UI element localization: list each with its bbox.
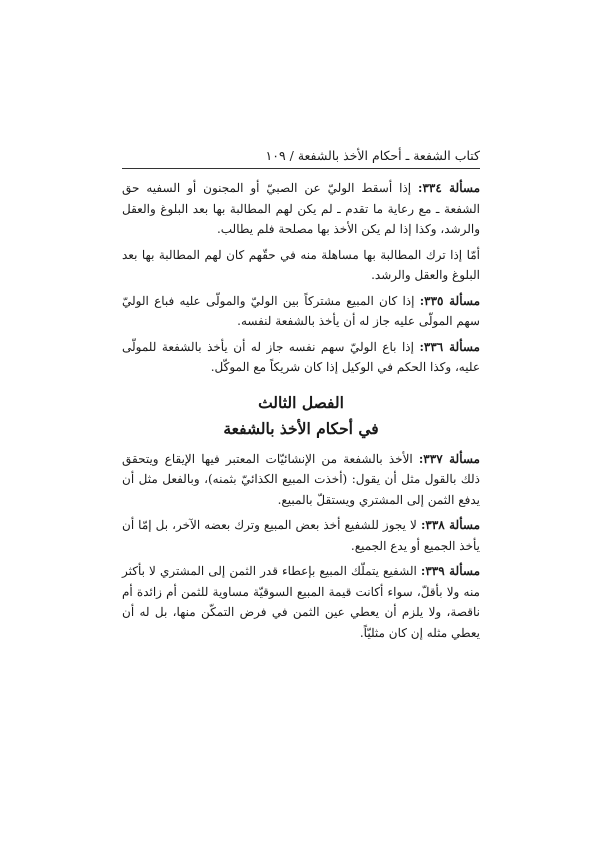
issue-337 [122,449,480,511]
issue-number: مسألة ٣٣٤: [418,181,480,195]
issue-text: الشفيع يتملّك المبيع بإعطاء قدر الثمن إلى المشتري لا بأكثر منه ولا بأقلّ، سواء أكانت قيمة المبيع السوقيّة مساوية للثمن أم زائدة أم ناقصة، ولا يلزم أن يعطي عين الثمن في فرض التمكّن منها، بل له أن يعطي مثله إن كان مثليّاً. [122,564,480,640]
running-header: كتاب الشفعة ـ أحكام الأخذ بالشفعة / ١٠٩ [122,146,480,169]
chapter-heading: الفصل الثالث [258,392,344,412]
issue-text: لا يجوز للشفيع أخذ بعض المبيع وترك بعضه الآخر، بل إمّا أن يأخذ الجميع أو يدع الجميع. [122,518,480,553]
issue-number: مسألة ٣٣٨: [420,518,480,532]
issue-number: مسألة ٣٣٥: [419,293,480,308]
issue-number: مسألة ٣٣٩: [420,564,481,578]
issue-336 [122,337,480,378]
issue-338 [122,515,480,556]
issue-text: إذا أسقط الوليّ عن الصبيّ أو المجنون أو السفيه حق الشفعة ـ مع رعاية ما تقدم ـ لم يكن لهم المطالبة بها بعد البلوغ والعقل والرشد، وكذا إذا لم يكن الأخذ بها مصلحة فلم يطالب. [122,181,480,236]
issue-339 [122,561,480,643]
issue-text: إذا كان المبيع مشتركاً بين الوليّ والمولّى عليه فباع الوليّ سهم المولّى عليه جاز له أن يأخذ بالشفعة لنفسه. [122,293,480,328]
paragraph-continuation [122,245,480,286]
issue-number: مسألة ٣٣٧: [418,451,480,466]
issue-text: إذا باع الوليّ سهم نفسه جاز له أن يأخذ بالشفعة للمولّى عليه، وكذا الحكم في الوكيل إذا كان شريكاً مع الموكّل. [122,339,480,374]
issue-335 [122,291,480,332]
issue-number: مسألة ٣٣٦: [419,339,480,354]
issue-text: الأخذ بالشفعة من الإنشائيّات المعتبر فيها الإيقاع ويتحقق ذلك بالقول مثل أن يقول: (أخذت المبيع الكذائيّ بثمنه)، وبالفعل مثل أن يدفع الثمن إلى المشتري ويستقلّ بالمبيع. [122,451,480,507]
page-body [122,178,480,648]
paragraph-text: أمّا إذا ترك المطالبة بها مساهلة منه في حقّهم كان لهم المطالبة بها بعد البلوغ والعقل والرشد. [122,247,480,282]
issue-334 [122,178,480,240]
section-title: في أحكام الأخذ بالشفعة [223,418,379,438]
